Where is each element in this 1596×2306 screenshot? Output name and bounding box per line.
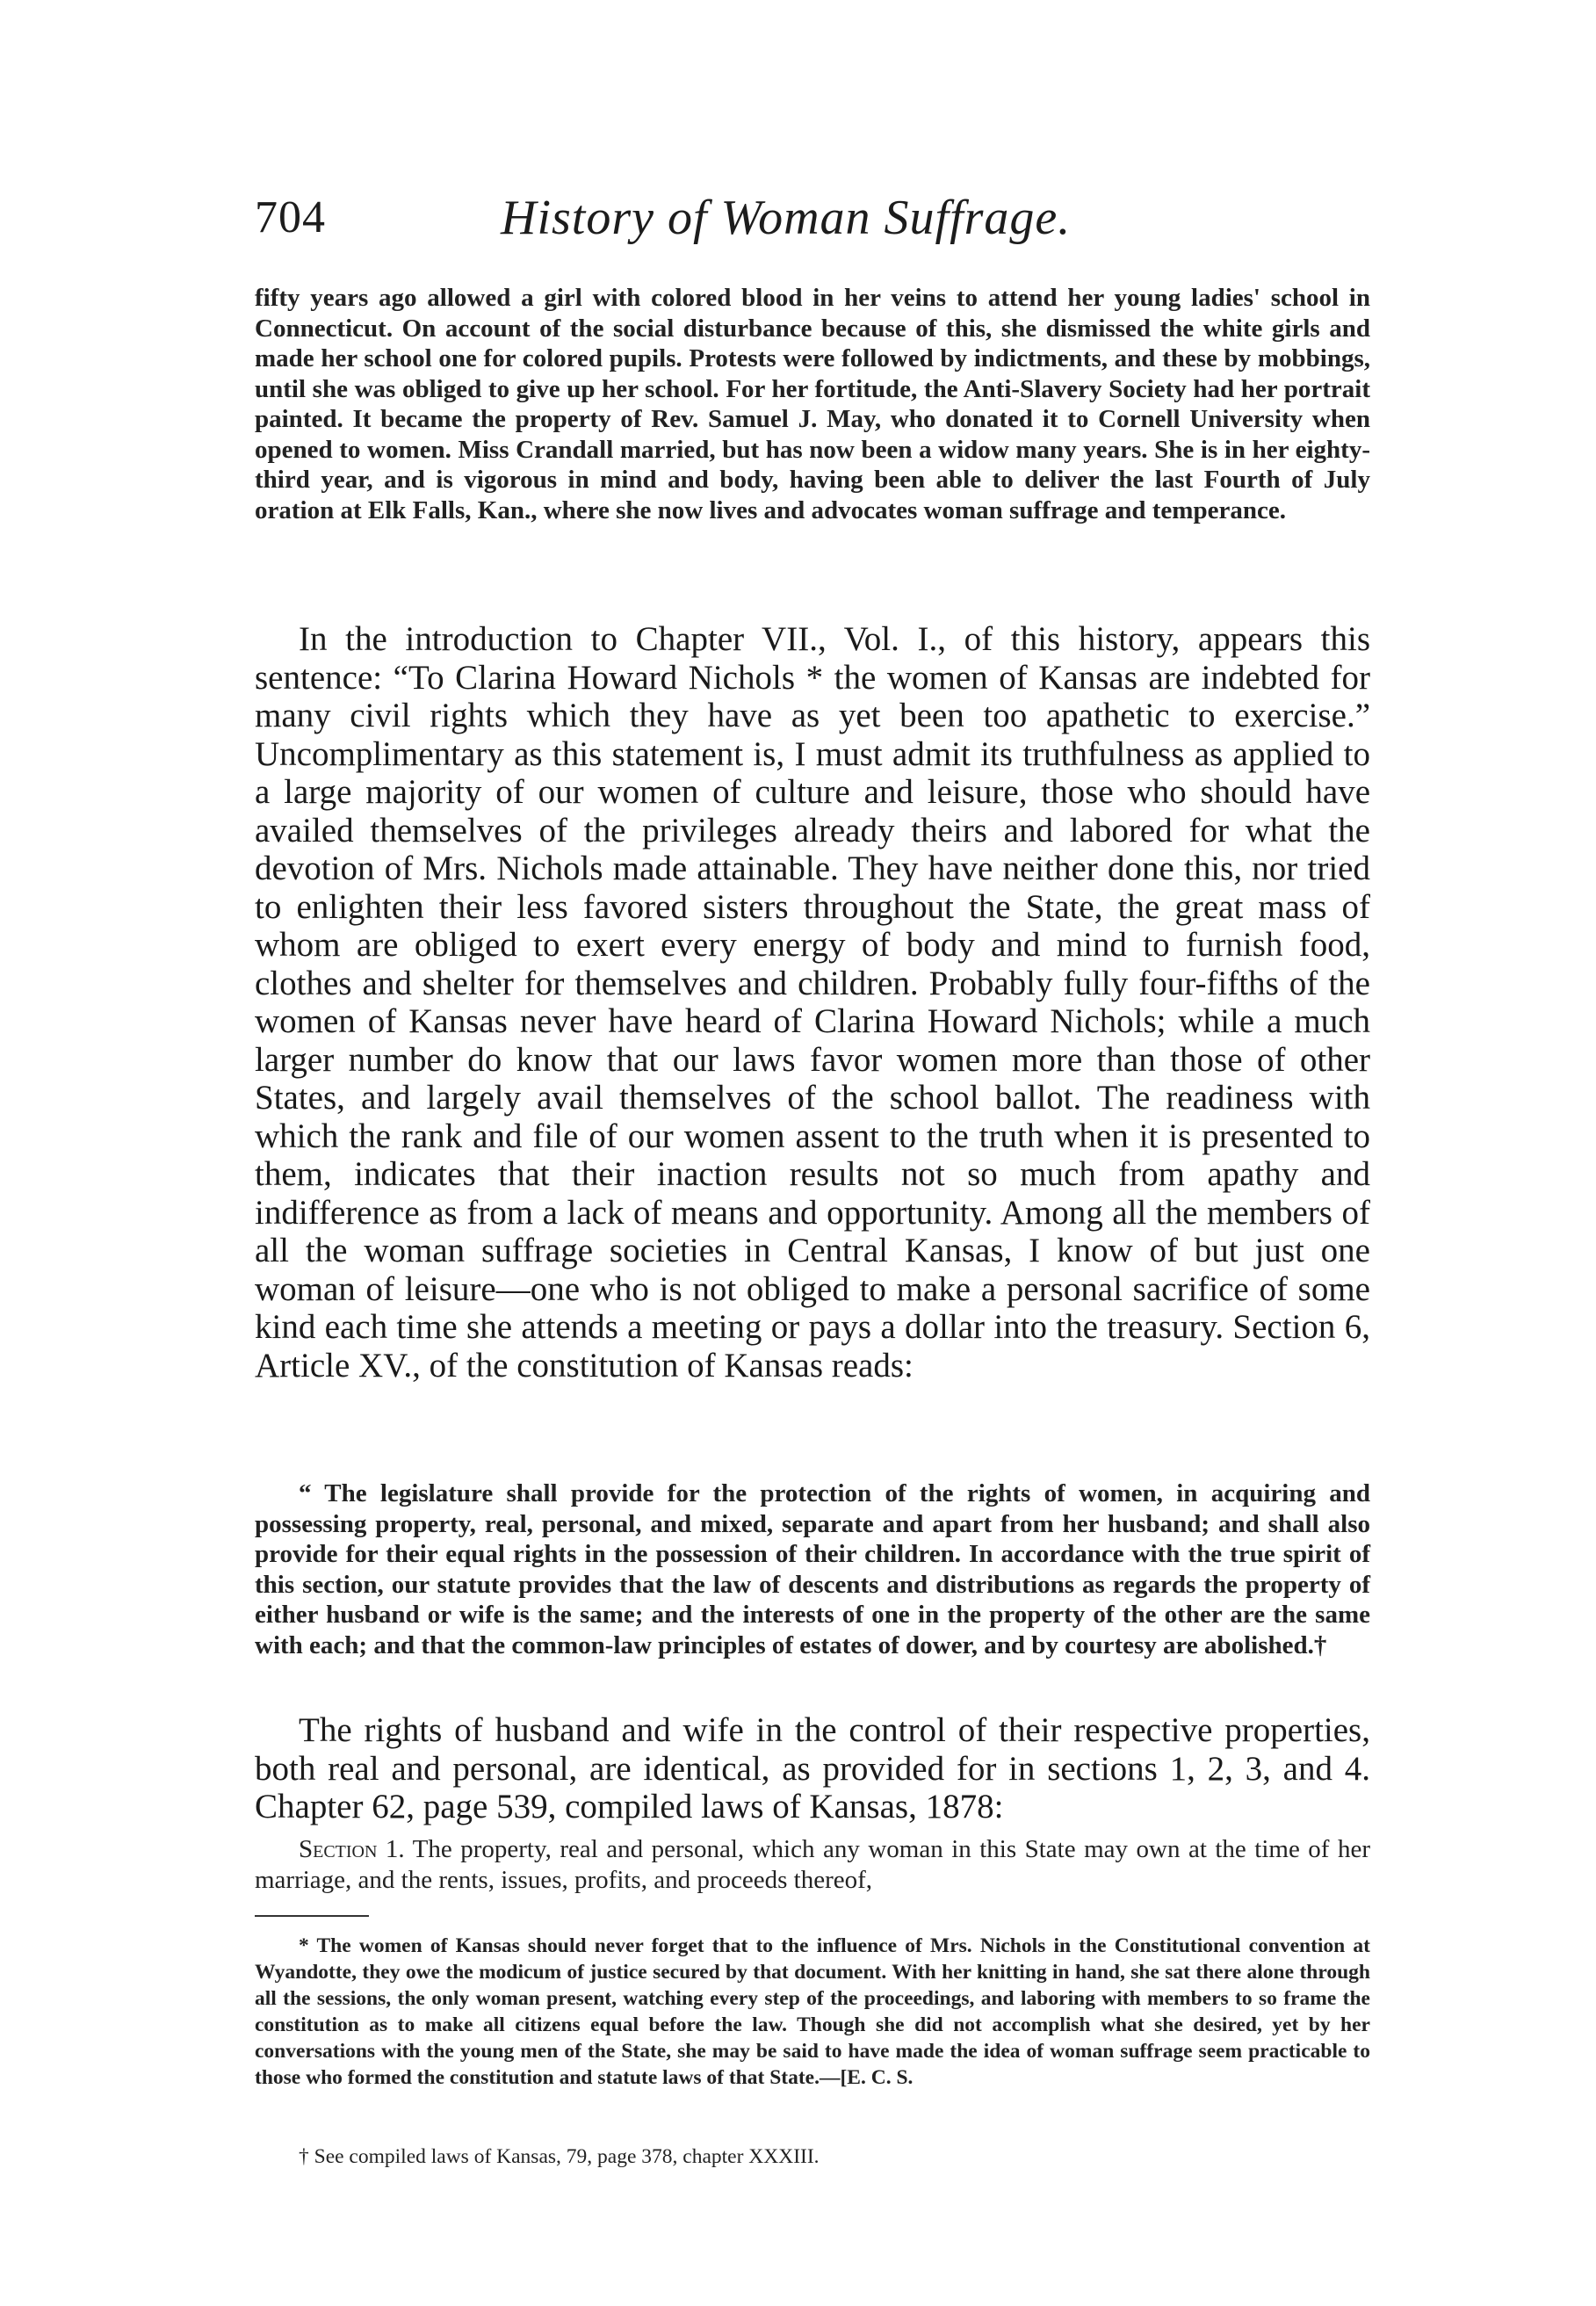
constitution-quote-text: The legislature shall provide for the protection of the rights of women, in acquiring and possessing property, real, personal, and mixed, separate and apart from her husband; and shall also provide for their equal rights in the possession of their children. In accordance with the true spirit of this section, our statute provides that the law of descents and distributions as regards the property of either husband or wife is the same; and the interests of one in the property of the other are the same with each; and that the common-law principles of estates of dower, and by courtesy are abolished.† [255, 1479, 1370, 1659]
page-header [255, 192, 1370, 253]
body-paragraph-rights: The rights of husband and wife in the control of their respective properties, both real and personal, are identical, as provided for in sections 1, 2, 3, and 4. Chapter 62, page 539, compiled laws of Kansas, 1878: [255, 1711, 1370, 1825]
footnote-divider [255, 1915, 369, 1917]
section-label: Section 1. [299, 1835, 405, 1863]
quote-mark: “ [299, 1479, 312, 1507]
statute-section [255, 1834, 1370, 1895]
continued-paragraph: fifty years ago allowed a girl with colored blood in her veins to attend her young ladies' school in Connecticut. On account of the social disturbance because of this, she dismissed the white girls and made her school one for colored pupils. Protests were followed by indictments, and these by mobbings, until she was obliged to give up her school. For her fortitude, the Anti-Slavery Society had her portrait painted. It became the property of Rev. Samuel J. May, who donated it to Cornell University when opened to women. Miss Crandall married, but has now been a widow many years. She is in her eighty-third year, and is vigorous in mind and body, having been able to deliver the last Fourth of July oration at Elk Falls, Kan., where she now lives and advocates woman suffrage and temperance. [255, 284, 1370, 524]
body-paragraph-introduction: In the introduction to Chapter VII., Vol. I., of this history, appears this sentence: “To Clarina Howard Nichols * the women of Kansas are indebted for many civil rights which they have as yet been too apathetic to exercise.” Uncomplimentary as this statement is, I must admit its truthfulness as applied to a large majority of our women of culture and leisure, those who should have availed themselves of the privileges already theirs and labored for what the devotion of Mrs. Nichols made attainable. They have neither done this, nor tried to enlighten their less favored sisters throughout the State, the great mass of whom are obliged to exert every energy of body and mind to furnish food, clothes and shelter for themselves and children. Probably fully four-fifths of the women of Kansas never have heard of Clarina Howard Nichols; while a much larger number do know that our laws favor women more than those of other States, and largely avail themselves of the school ballot. The readiness with which the rank and file of our women assent to the truth when it is presented to them, indicates that their inaction results not so much from apathy and indifference as from a lack of means and opportunity. Among all the members of all the woman suffrage societies in Central Kansas, I know of but just one woman of leisure—one who is not obliged to make a personal sacrifice of some kind each time she attends a meeting or pays a dollar into the treasury. Section 6, Article XV., of the constitution of Kansas reads: [255, 620, 1370, 1384]
page-number: 704 [255, 192, 326, 242]
footnote-dagger: † See compiled laws of Kansas, 79, page 378, chapter XXXIII. [299, 2145, 820, 2168]
running-title: History of Woman Suffrage. [501, 191, 1072, 245]
constitution-quote [255, 1478, 1370, 1660]
section-text: The property, real and personal, which any woman in this State may own at the time of her marriage, and the rents, issues, profits, and proceeds thereof, [255, 1835, 1370, 1894]
footnote-asterisk: * The women of Kansas should never forget that to the influence of Mrs. Nichols in the Constitutional convention at Wyandotte, they owe the modicum of justice secured by that document. With her knitting in hand, she sat there alone through all the sessions, the only woman present, watching every step of the proceedings, and laboring with members to so frame the constitution as to make all citizens equal before the law. Though she did not accomplish what she desired, yet by her conversations with the young men of the State, she may be said to have made the idea of woman suffrage seem practicable to those who formed the constitution and statute laws of that State.—[E. C. S. [255, 1934, 1370, 2089]
